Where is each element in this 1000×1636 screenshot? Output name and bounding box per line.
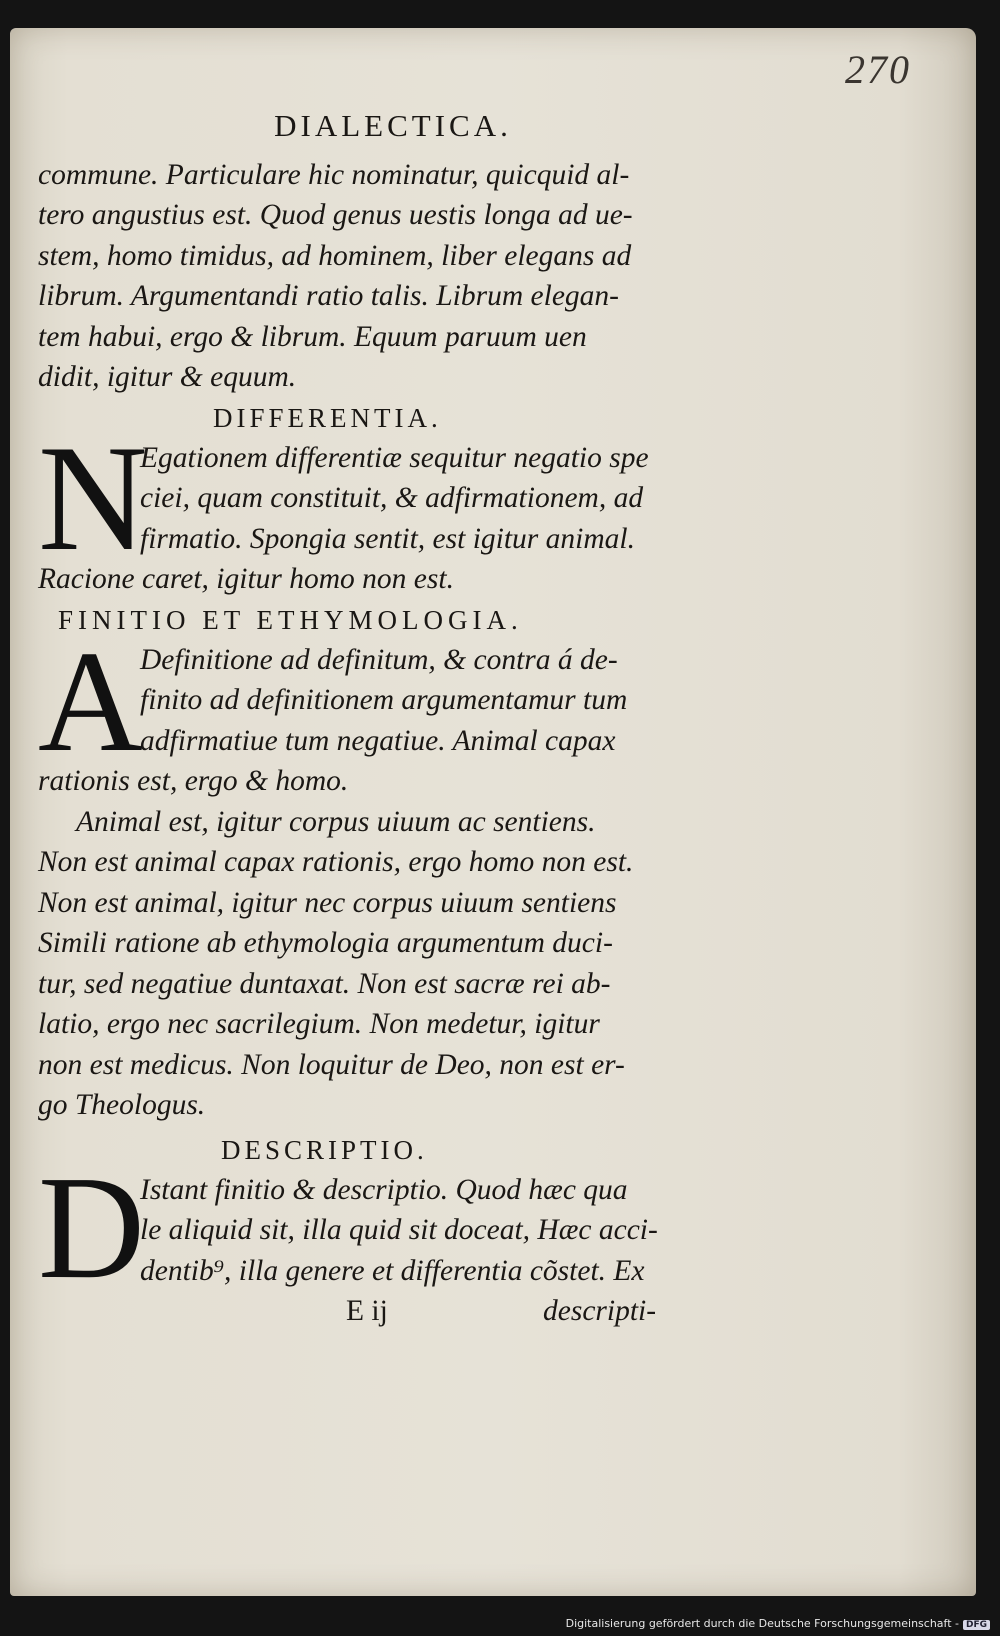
- book-page: [10, 28, 976, 1596]
- text-line: firmatio. Spongia sentit, est igitur animal.: [140, 522, 635, 555]
- text-line: Simili ratione ab ethymologia argumentum duci-: [38, 927, 613, 959]
- text-line: librum. Argumentandi ratio talis. Librum elegan-: [38, 280, 619, 312]
- dfg-logo: DFG: [963, 1620, 990, 1630]
- text-line: non est medicus. Non loquitur de Deo, non est er-: [38, 1048, 625, 1081]
- text-line: rationis est, ergo & homo.: [38, 765, 349, 797]
- text-line: adfirmatiue tum negatiue. Animal capax: [140, 724, 616, 757]
- text-line: tur, sed negatiue duntaxat. Non est sacræ rei ab-: [38, 967, 611, 1000]
- text-block: [38, 106, 728, 1331]
- text-line: Non est animal, igitur nec corpus uiuum sentiens: [38, 886, 617, 919]
- digitization-credit: [566, 1617, 990, 1630]
- text-line: latio, ergo nec sacrilegium. Non medetur, igitur: [38, 1008, 600, 1040]
- credit-text: Digitalisierung gefördert durch die Deutsche Forschungsgemeinschaft -: [565, 1617, 959, 1630]
- paragraph-descriptio: [38, 1145, 728, 1310]
- section-heading-differentia: DIFFERENTIA.: [213, 402, 442, 433]
- folio-number: 270: [845, 47, 911, 92]
- section-heading-descriptio: DESCRIPTIO.: [221, 1134, 428, 1165]
- text-line: commune. Particulare hic nominatur, quicquid al-: [38, 158, 630, 191]
- drop-capital: N: [38, 413, 148, 582]
- text-line: ciei, quam constituit, & adfirmationem, ad: [140, 482, 644, 514]
- section-heading-finitio: FINITIO ET ETHYMOLOGIA.: [58, 604, 523, 635]
- text-line: Egationem differentiæ sequitur negatio spe: [140, 441, 649, 474]
- text-line: tero angustius est. Quod genus uestis longa ad ue-: [38, 199, 633, 231]
- text-line: tem habui, ergo & librum. Equum paruum uen: [38, 320, 587, 353]
- text-line: Non est animal capax rationis, ergo homo non est.: [38, 846, 634, 878]
- text-line: didit, igitur & equum.: [38, 361, 297, 393]
- text-line: Istant finitio & descriptio. Quod hæc qua: [140, 1173, 628, 1206]
- text-line: le aliquid sit, illa quid sit doceat, Hæc acci-: [140, 1214, 658, 1246]
- running-head: DIALECTICA.: [274, 108, 512, 143]
- drop-capital: D: [38, 1145, 145, 1310]
- text-line: Racione caret, igitur homo non est.: [38, 563, 454, 595]
- text-line: Animal est, igitur corpus uiuum ac sentiens.: [76, 805, 596, 838]
- signature-mark: E ij: [346, 1295, 388, 1327]
- text-line: dentib⁹, illa genere et differentia cõstet. Ex: [140, 1254, 645, 1287]
- text-line: Definitione ad definitum, & contra á de-: [140, 643, 618, 676]
- page-footer-line: [38, 1291, 728, 1331]
- text-line: finito ad definitionem argumentamur tum: [140, 684, 628, 716]
- drop-capital: A: [38, 621, 143, 782]
- text-line: go Theologus.: [38, 1089, 206, 1121]
- catchword: descripti-: [543, 1295, 657, 1327]
- text-line: stem, homo timidus, ad hominem, liber elegans ad: [38, 239, 632, 272]
